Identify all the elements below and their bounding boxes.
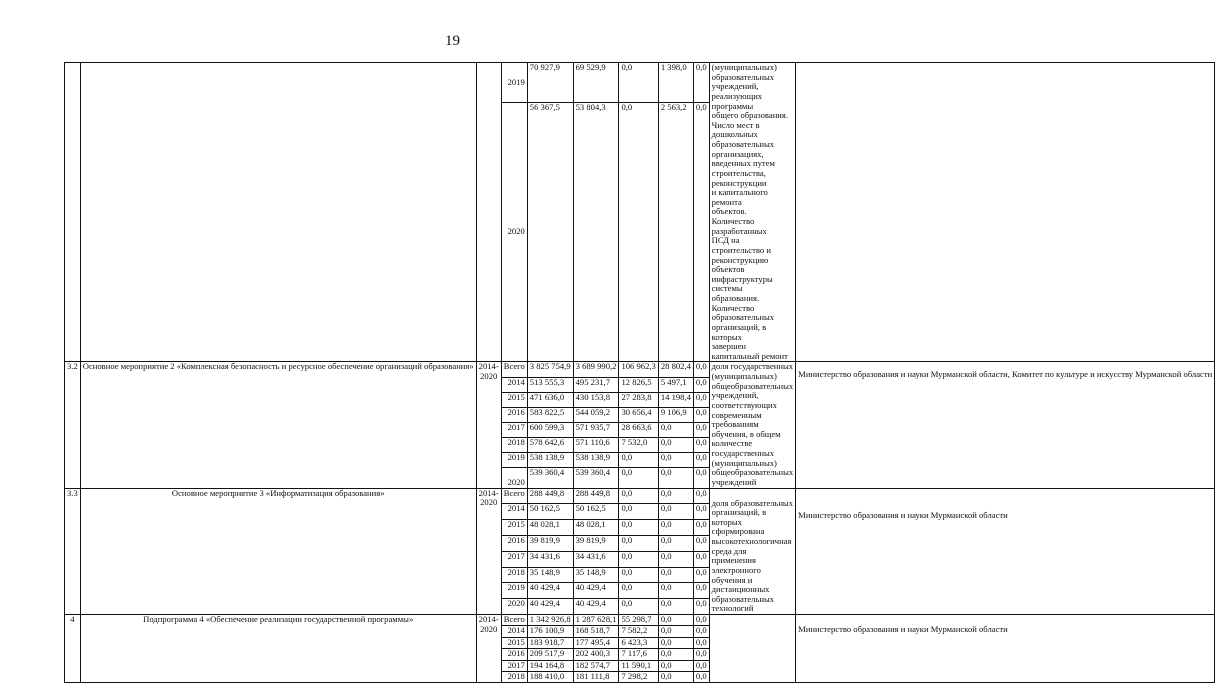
year-cell: 2019	[501, 453, 527, 468]
value-cell: 35 148,9	[527, 567, 573, 583]
year-cell: 2017	[501, 423, 527, 438]
year-cell: 2018	[501, 567, 527, 583]
value-cell: 0,0	[658, 468, 693, 488]
value-cell: 0,0	[619, 599, 658, 615]
value-cell: 202 400,3	[573, 649, 619, 660]
value-cell: 288 449,8	[527, 488, 573, 504]
year-cell: 2014	[501, 626, 527, 637]
indicator-cell	[709, 63, 796, 362]
value-cell: 0,0	[693, 103, 709, 362]
value-cell: 34 431,6	[573, 551, 619, 567]
value-cell: 0,0	[619, 551, 658, 567]
value-cell: 6 423,3	[619, 637, 658, 648]
value-cell: 40 429,4	[527, 583, 573, 599]
year-cell: 2020	[501, 103, 527, 362]
value-cell: 34 431,6	[527, 551, 573, 567]
year-cell: 2015	[501, 520, 527, 536]
value-cell: 0,0	[693, 63, 709, 103]
value-cell: 0,0	[693, 392, 709, 407]
indicator-cell	[709, 615, 796, 683]
value-cell: 11 590,1	[619, 660, 658, 671]
value-cell: 539 360,4	[573, 468, 619, 488]
value-cell: 0,0	[658, 583, 693, 599]
section-period	[476, 362, 501, 488]
value-cell: 0,0	[658, 637, 693, 648]
section-period	[476, 488, 501, 615]
year-cell: 2018	[501, 671, 527, 682]
value-cell: 0,0	[658, 615, 693, 626]
value-cell: 1 287 628,1	[573, 615, 619, 626]
value-cell: 0,0	[693, 583, 709, 599]
value-cell: 39 819,9	[573, 535, 619, 551]
value-cell: 182 574,7	[573, 660, 619, 671]
value-cell: 177 495,4	[573, 637, 619, 648]
year-cell: Всего	[501, 362, 527, 377]
value-cell: 538 138,9	[573, 453, 619, 468]
period-text: 2014- 2020	[478, 614, 499, 634]
indicator-cell	[709, 488, 796, 615]
value-cell: 0,0	[658, 671, 693, 682]
value-cell: 3 825 754,9	[527, 362, 573, 377]
value-cell: 70 927,9	[527, 63, 573, 103]
value-cell: 0,0	[693, 453, 709, 468]
value-cell: 0,0	[658, 599, 693, 615]
value-cell: 176 100,9	[527, 626, 573, 637]
table-row	[65, 488, 1215, 504]
responsible-cell: Министерство образования и науки Мурманской области	[796, 615, 1215, 683]
indicator-cell	[709, 362, 796, 488]
year-cell: 2015	[501, 637, 527, 648]
value-cell: 0,0	[693, 468, 709, 488]
indicator-text: (муниципальных) образовательных учреждений, реализующих программы общего образования. Число мест в дошкольных образовательных организациях, введенных путем строительства, реконструкции и капитального ремонта объектов. Количество разработанных ПСД на строительство и реконструкцию объектов инфраструктуры системы образования. Количество образовательных организаций, в которых завершен капитальный ремонт	[711, 62, 788, 361]
value-cell: 0,0	[693, 551, 709, 567]
year-cell: 2016	[501, 535, 527, 551]
value-cell: 55 298,7	[619, 615, 658, 626]
value-cell: 30 656,4	[619, 407, 658, 422]
value-cell: 0,0	[619, 583, 658, 599]
value-cell: 9 106,9	[658, 407, 693, 422]
value-cell: 183 918,7	[527, 637, 573, 648]
value-cell: 0,0	[658, 567, 693, 583]
value-cell: 0,0	[693, 660, 709, 671]
year-cell: 2019	[501, 63, 527, 103]
value-cell: 0,0	[619, 567, 658, 583]
value-cell: 0,0	[619, 468, 658, 488]
value-cell: 571 935,7	[573, 423, 619, 438]
value-cell: 0,0	[619, 63, 658, 103]
name-cell	[80, 63, 476, 362]
period-text: 2014- 2020	[478, 361, 499, 381]
year-cell: 2014	[501, 377, 527, 392]
value-cell: 48 028,1	[527, 520, 573, 536]
responsible-cell	[796, 63, 1215, 362]
value-cell: 48 028,1	[573, 520, 619, 536]
table-row	[65, 63, 1215, 103]
value-cell: 0,0	[619, 520, 658, 536]
value-cell: 40 429,4	[527, 599, 573, 615]
section-name: Основное мероприятие 2 «Комплексная безопасность и ресурсное обеспечение организаций образования»	[80, 362, 476, 488]
value-cell: 0,0	[619, 488, 658, 504]
value-cell: 7 298,2	[619, 671, 658, 682]
section-index: 3.3	[65, 488, 81, 615]
value-cell: 0,0	[693, 423, 709, 438]
value-cell: 7 117,6	[619, 649, 658, 660]
value-cell: 0,0	[658, 453, 693, 468]
value-cell: 50 162,5	[573, 504, 619, 520]
value-cell: 471 636,0	[527, 392, 573, 407]
value-cell: 0,0	[619, 103, 658, 362]
value-cell: 0,0	[693, 362, 709, 377]
value-cell: 0,0	[619, 453, 658, 468]
value-cell: 50 162,5	[527, 504, 573, 520]
value-cell: 583 822,5	[527, 407, 573, 422]
value-cell: 40 429,4	[573, 599, 619, 615]
value-cell: 194 164,8	[527, 660, 573, 671]
value-cell: 3 689 990,2	[573, 362, 619, 377]
period-cell	[476, 63, 501, 362]
value-cell: 0,0	[693, 615, 709, 626]
value-cell: 0,0	[658, 649, 693, 660]
year-cell: Всего	[501, 615, 527, 626]
value-cell: 0,0	[658, 520, 693, 536]
year-cell: 2020	[501, 468, 527, 488]
responsible-cell: Министерство образования и науки Мурманской области	[796, 488, 1215, 615]
value-cell: 430 153,8	[573, 392, 619, 407]
value-cell: 39 819,9	[527, 535, 573, 551]
year-cell: 2016	[501, 649, 527, 660]
value-cell: 538 138,9	[527, 453, 573, 468]
value-cell: 1 398,0	[658, 63, 693, 103]
value-cell: 53 804,3	[573, 103, 619, 362]
value-cell: 0,0	[619, 504, 658, 520]
year-cell: 2017	[501, 660, 527, 671]
value-cell: 28 663,6	[619, 423, 658, 438]
value-cell: 0,0	[693, 504, 709, 520]
value-cell: 0,0	[693, 599, 709, 615]
value-cell: 571 110,6	[573, 438, 619, 453]
value-cell: 0,0	[619, 535, 658, 551]
value-cell: 5 497,1	[658, 377, 693, 392]
value-cell: 188 410,0	[527, 671, 573, 682]
table-row	[65, 362, 1215, 377]
value-cell: 0,0	[658, 423, 693, 438]
value-cell: 0,0	[658, 438, 693, 453]
value-cell: 600 599,3	[527, 423, 573, 438]
year-cell: Всего	[501, 488, 527, 504]
value-cell: 2 563,2	[658, 103, 693, 362]
value-cell: 0,0	[658, 488, 693, 504]
value-cell: 0,0	[693, 535, 709, 551]
value-cell: 7 532,0	[619, 438, 658, 453]
year-cell: 2017	[501, 551, 527, 567]
value-cell: 0,0	[693, 488, 709, 504]
index-cell	[65, 63, 81, 362]
year-cell: 2014	[501, 504, 527, 520]
value-cell: 7 582,2	[619, 626, 658, 637]
value-cell: 0,0	[658, 551, 693, 567]
value-cell: 0,0	[658, 626, 693, 637]
program-table	[64, 62, 1215, 683]
value-cell: 12 826,5	[619, 377, 658, 392]
value-cell: 288 449,8	[573, 488, 619, 504]
value-cell: 14 198,4	[658, 392, 693, 407]
period-text: 2014- 2020	[478, 487, 499, 508]
value-cell: 539 360,4	[527, 468, 573, 488]
value-cell: 0,0	[658, 660, 693, 671]
value-cell: 578 642,6	[527, 438, 573, 453]
value-cell: 28 802,4	[658, 362, 693, 377]
value-cell: 0,0	[693, 637, 709, 648]
value-cell: 209 517,9	[527, 649, 573, 660]
value-cell: 69 529,9	[573, 63, 619, 103]
value-cell: 0,0	[693, 626, 709, 637]
section-name: Подпрограмма 4 «Обеспечение реализации государственной программы»	[80, 615, 476, 683]
value-cell: 106 962,3	[619, 362, 658, 377]
year-cell: 2015	[501, 392, 527, 407]
indicator-text: доля образовательных организаций, в которых сформирована высокотехнологичная среда для применения электронного обучения и дистанционных образовательных технологий	[711, 497, 794, 614]
section-index: 4	[65, 615, 81, 683]
value-cell: 495 231,7	[573, 377, 619, 392]
section-index: 3.2	[65, 362, 81, 488]
year-cell: 2019	[501, 583, 527, 599]
value-cell: 181 111,8	[573, 671, 619, 682]
section-period	[476, 615, 501, 683]
page-number: 19	[445, 33, 460, 49]
value-cell: 0,0	[693, 377, 709, 392]
value-cell: 0,0	[693, 407, 709, 422]
value-cell: 168 518,7	[573, 626, 619, 637]
value-cell: 544 059,2	[573, 407, 619, 422]
value-cell: 27 283,8	[619, 392, 658, 407]
year-cell: 2016	[501, 407, 527, 422]
value-cell: 0,0	[658, 504, 693, 520]
responsible-cell: Министерство образования и науки Мурманской области, Комитет по культуре и искусству Мурманской области	[796, 362, 1215, 488]
value-cell: 40 429,4	[573, 583, 619, 599]
value-cell: 0,0	[693, 438, 709, 453]
value-cell: 0,0	[693, 649, 709, 660]
section-name: Основное мероприятие 3 «Информатизация образования»	[80, 488, 476, 615]
value-cell: 0,0	[693, 567, 709, 583]
indicator-text: доля государственных (муниципальных) общеобразовательных учреждений, соответствующих современным требованиям обучения, в общем количестве государственных (муниципальных) общеобразовательных учреждений	[711, 361, 794, 487]
value-cell: 513 555,3	[527, 377, 573, 392]
value-cell: 1 342 926,8	[527, 615, 573, 626]
value-cell: 35 148,9	[573, 567, 619, 583]
value-cell: 0,0	[693, 520, 709, 536]
value-cell: 56 367,5	[527, 103, 573, 362]
year-cell: 2018	[501, 438, 527, 453]
table-row	[65, 615, 1215, 626]
year-cell: 2020	[501, 599, 527, 615]
value-cell: 0,0	[658, 535, 693, 551]
value-cell: 0,0	[693, 671, 709, 682]
